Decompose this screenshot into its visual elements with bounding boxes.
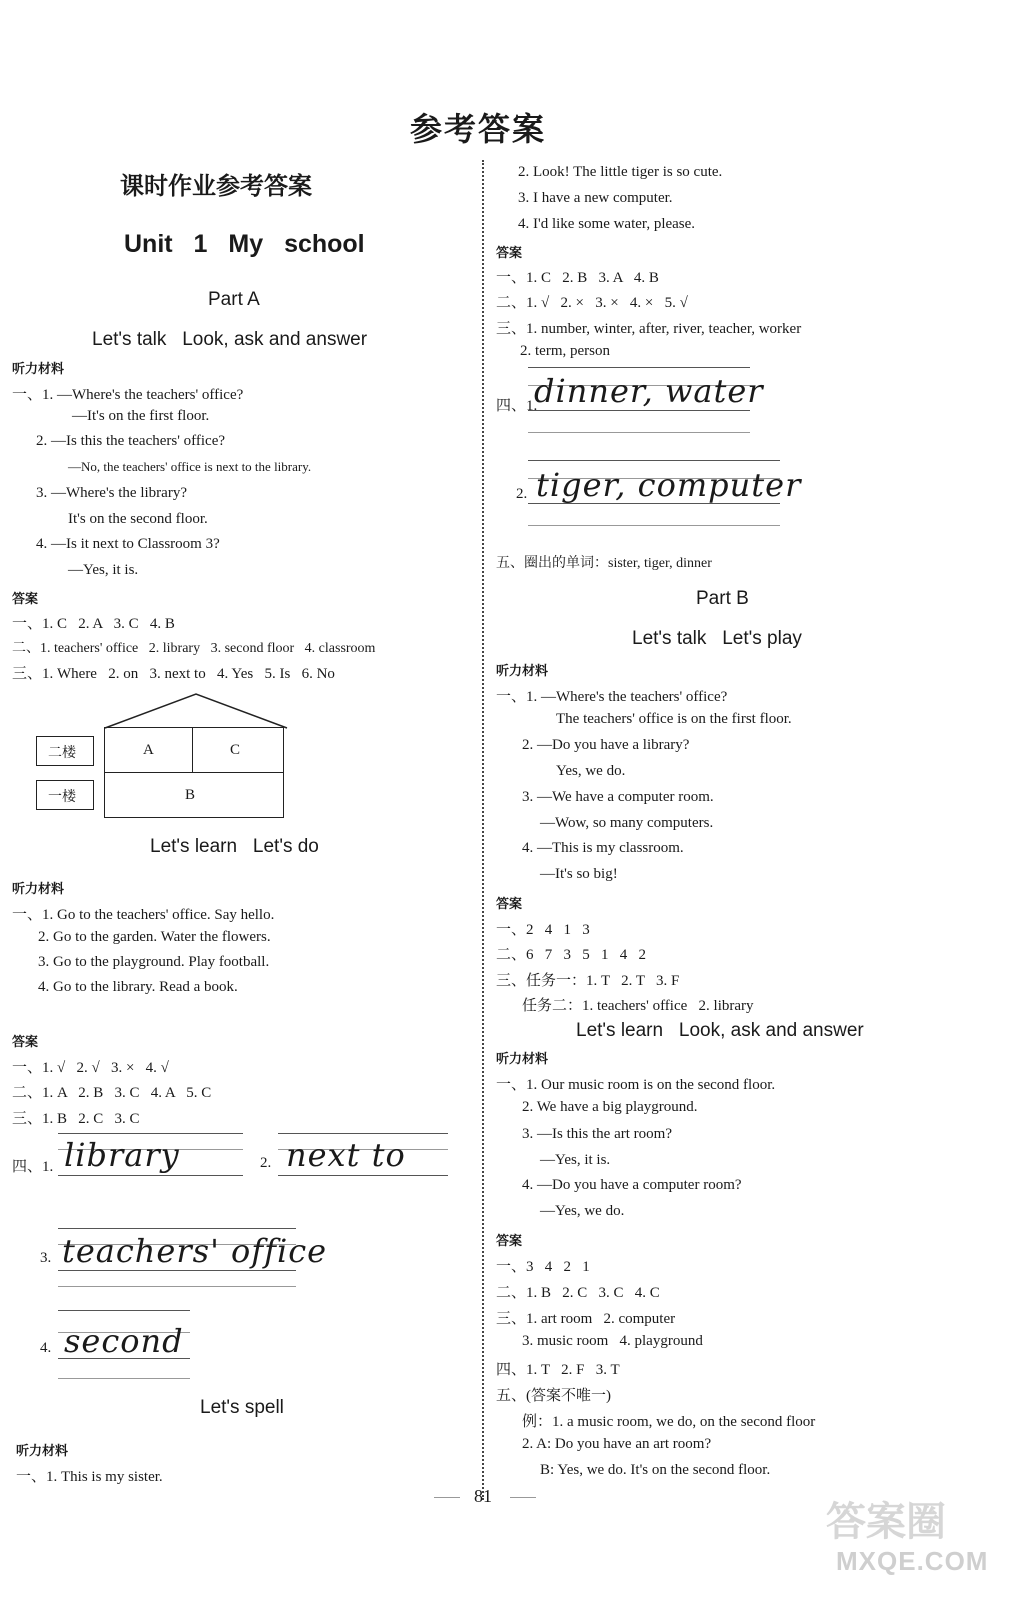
answer-line: 2. A: Do you have an art room?	[522, 1436, 712, 1452]
talk-line: 2. —Do you have a library?	[522, 737, 690, 753]
talk-line: 一、1. —Where's the teachers' office?	[12, 387, 244, 403]
writing-prefix: 四、1.	[496, 398, 538, 414]
sub-title: 课时作业参考答案	[120, 172, 312, 200]
answers-label: 答案	[496, 246, 523, 261]
lets-talk-play-heading: Let's talk Let's play	[632, 628, 802, 649]
answer-line: 2. term, person	[520, 343, 610, 359]
watermark-logo: 答案圈	[826, 1500, 946, 1544]
writing-number: 2.	[516, 486, 528, 502]
talk-line: Yes, we do.	[556, 763, 626, 779]
writing-number: 3.	[40, 1250, 52, 1266]
lets-learn-look-heading: Let's learn Look, ask and answer	[576, 1020, 864, 1041]
answer-line: B: Yes, we do. It's on the second floor.	[540, 1462, 771, 1478]
talk-line: —Wow, so many computers.	[540, 815, 714, 831]
floor2-label: 二楼	[48, 746, 76, 761]
talk-line: 一、1. —Where's the teachers' office?	[496, 689, 728, 705]
answer-line: 一、3 4 2 1	[496, 1259, 590, 1275]
answer-line: 三、1. art room 2. computer	[496, 1311, 676, 1327]
learn-line: —Yes, it is.	[540, 1152, 611, 1168]
answer-line: 二、1. B 2. C 3. C 4. C	[496, 1285, 660, 1301]
talk-line: The teachers' office is on the first floor.	[556, 711, 792, 727]
talk-line: 3. —Where's the library?	[36, 485, 187, 501]
answer-line: 一、2 4 1 3	[496, 922, 590, 938]
answers-label: 答案	[12, 1035, 39, 1050]
writing-prefix: 四、1.	[12, 1159, 54, 1175]
answer-line: 五、(答案不唯一)	[496, 1388, 611, 1404]
talk-line: —Yes, it is.	[68, 562, 139, 578]
part-b-heading: Part B	[696, 588, 749, 609]
spell-line: 4. I'd like some water, please.	[518, 216, 696, 232]
room-c-label: C	[230, 742, 241, 758]
answers-label: 答案	[496, 897, 523, 912]
column-divider	[482, 160, 484, 1500]
answer-line: 三、1. number, winter, after, river, teacher, worker	[496, 321, 802, 337]
spell-line: 一、1. This is my sister.	[16, 1469, 163, 1485]
answer-line: 一、1. √ 2. √ 3. × 4. √	[12, 1060, 169, 1076]
lets-learn-heading: Let's learn Let's do	[150, 836, 319, 857]
talk-line: —It's so big!	[540, 866, 618, 882]
answer-line: 三、任务一：1. T 2. T 3. F	[496, 973, 680, 989]
learn-line: 2. Go to the garden. Water the flowers.	[38, 929, 271, 945]
answer-line: 三、1. B 2. C 3. C	[12, 1111, 140, 1127]
writing-number: 4.	[40, 1340, 52, 1356]
learn-line: 2. We have a big playground.	[522, 1099, 698, 1115]
learn-line: 4. Go to the library. Read a book.	[38, 979, 238, 995]
answer-line: 二、1. A 2. B 3. C 4. A 5. C	[12, 1085, 212, 1101]
writing-number: 2.	[260, 1155, 272, 1171]
answers-label: 答案	[496, 1234, 523, 1249]
answer-line: 二、1. √ 2. × 3. × 4. × 5. √	[496, 295, 688, 311]
spell-line: 2. Look! The little tiger is so cute.	[518, 164, 723, 180]
answer-line: 二、6 7 3 5 1 4 2	[496, 947, 647, 963]
talk-line: 2. —Is this the teachers' office?	[36, 433, 226, 449]
answer-line: 四、1. T 2. F 3. T	[496, 1362, 620, 1378]
learn-line: 3. —Is this the art room?	[522, 1126, 672, 1142]
answer-line: 一、1. C 2. B 3. A 4. B	[496, 270, 659, 286]
answer-line: 三、1. Where 2. on 3. next to 4. Yes 5. Is 6. No	[12, 666, 335, 682]
handwritten-next-to: next to	[286, 1136, 406, 1174]
answer-line: 二、1. teachers' office 2. library 3. second floor 4. classroom	[12, 641, 376, 656]
handwritten-tiger-computer: tiger, computer	[536, 466, 802, 504]
listening-label: 听力材料	[496, 664, 549, 679]
answer-line: 例：1. a music room, we do, on the second floor	[522, 1414, 816, 1430]
handwritten-dinner-water: dinner, water	[534, 372, 764, 410]
watermark-url: MXQE.COM	[836, 1546, 989, 1576]
listening-label: 听力材料	[12, 882, 65, 897]
answer-line: 任务二：1. teachers' office 2. library	[522, 998, 754, 1014]
part-a-heading: Part A	[208, 289, 260, 310]
page-number: 81	[474, 1486, 492, 1506]
circle-words-line: 五、圈出的单词：sister, tiger, dinner	[496, 556, 712, 571]
handwritten-teachers-office: teachers' office	[62, 1232, 328, 1270]
spell-line: 3. I have a new computer.	[518, 190, 673, 206]
building-roof	[100, 690, 292, 730]
talk-line: It's on the second floor.	[68, 511, 208, 527]
room-divider	[192, 727, 193, 773]
learn-line: 3. Go to the playground. Play football.	[38, 954, 270, 970]
listening-label: 听力材料	[12, 362, 65, 377]
talk-line: 4. —Is it next to Classroom 3?	[36, 536, 220, 552]
floor1-label: 一楼	[48, 790, 76, 805]
learn-line: 一、1. Go to the teachers' office. Say hello.	[12, 907, 275, 923]
handwritten-second: second	[64, 1322, 184, 1360]
second-floor-row	[104, 727, 284, 773]
learn-line: 4. —Do you have a computer room?	[522, 1177, 742, 1193]
main-title: 参考答案	[410, 110, 547, 148]
lets-talk-heading: Let's talk Look, ask and answer	[92, 329, 368, 350]
listening-label: 听力材料	[496, 1052, 549, 1067]
answers-label: 答案	[12, 592, 39, 607]
learn-line: —Yes, we do.	[540, 1203, 625, 1219]
answer-line: 3. music room 4. playground	[522, 1333, 703, 1349]
talk-line: —It's on the first floor.	[72, 408, 210, 424]
lets-spell-heading: Let's spell	[200, 1397, 284, 1418]
room-b-label: B	[185, 787, 196, 803]
talk-line: 3. —We have a computer room.	[522, 789, 714, 805]
listening-label: 听力材料	[16, 1444, 69, 1459]
talk-line: 4. —This is my classroom.	[522, 840, 684, 856]
room-a-label: A	[143, 742, 154, 758]
handwritten-library: library	[64, 1136, 180, 1174]
talk-line: —No, the teachers' office is next to the library.	[68, 459, 312, 474]
answer-line: 一、1. C 2. A 3. C 4. B	[12, 616, 175, 632]
learn-line: 一、1. Our music room is on the second floor.	[496, 1077, 776, 1093]
unit-title: Unit 1 My school	[124, 230, 365, 258]
